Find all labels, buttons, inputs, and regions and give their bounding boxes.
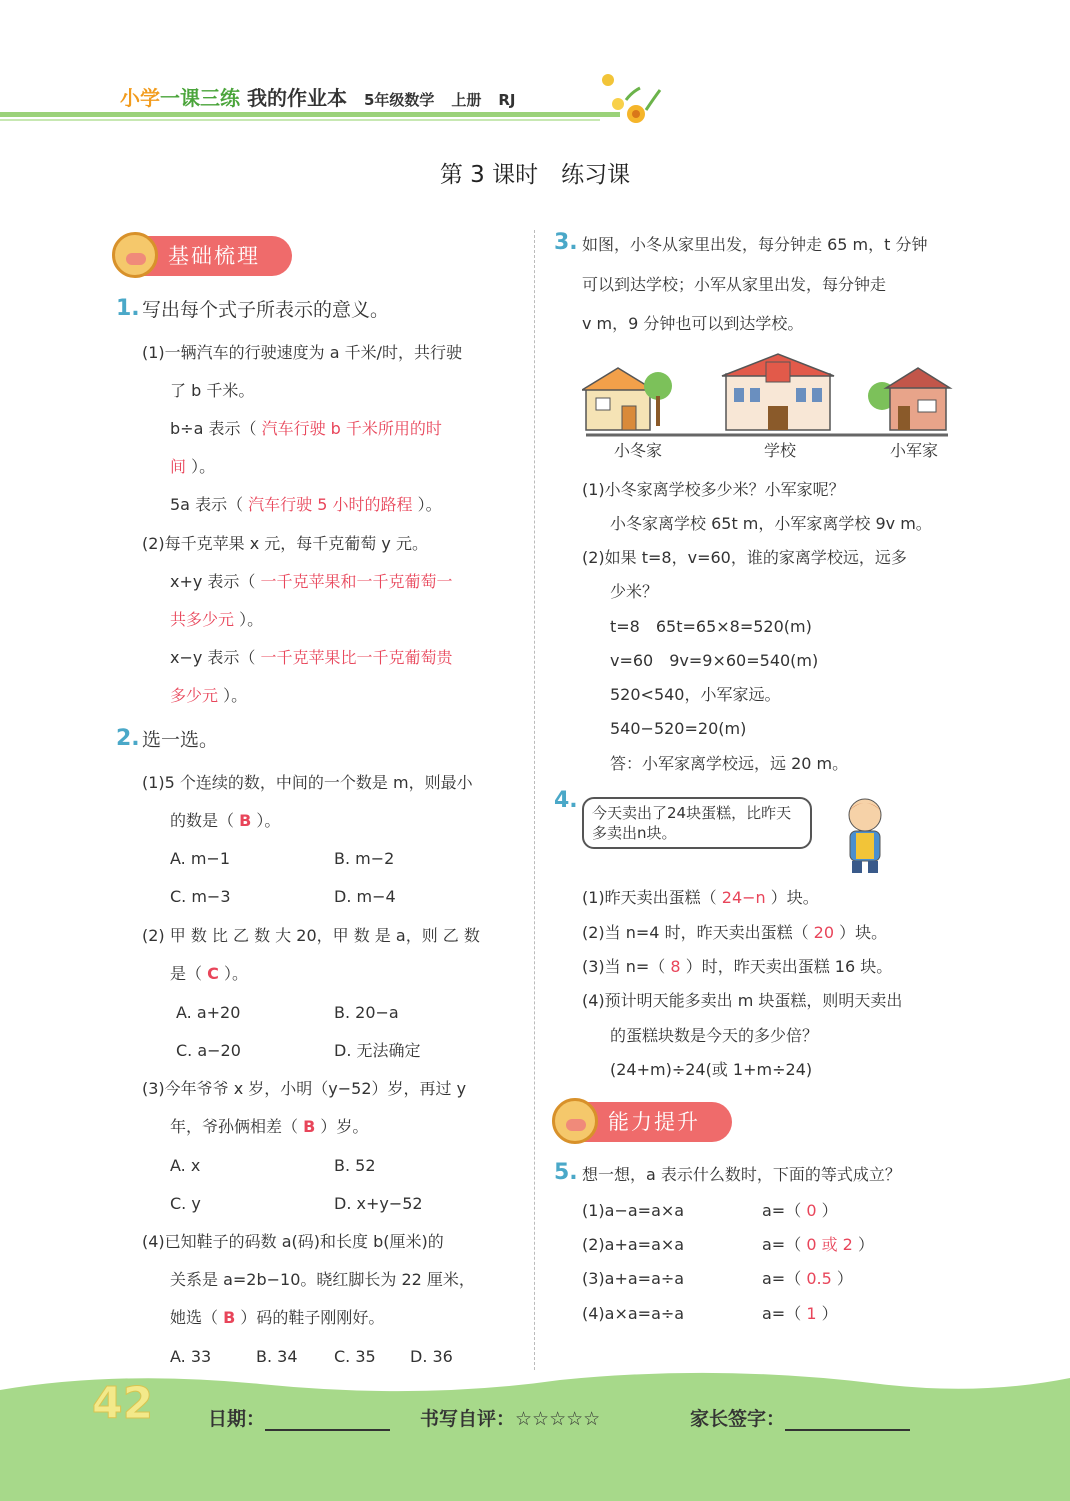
q4-s1-answer: 24−n bbox=[721, 888, 766, 907]
q2-s1-line2 bbox=[170, 811, 280, 830]
q2-s2-answer: C bbox=[207, 964, 219, 983]
q4-s4-line1: (4)预计明天能多卖出 m 块蛋糕，则明天卖出 bbox=[582, 991, 903, 1010]
q2-s3-opt-a: A. x bbox=[170, 1156, 201, 1175]
q2-s4-line3 bbox=[170, 1308, 384, 1327]
q1-p2-line1: (2)每千克苹果 x 元，每千克葡萄 y 元。 bbox=[142, 534, 428, 553]
q2-s2-opt-c: C. a−20 bbox=[176, 1041, 241, 1060]
q2-s3-line1: (3)今年爷爷 x 岁，小明（y−52）岁，再过 y bbox=[142, 1079, 467, 1098]
q2-s4-line2: 关系是 a=2b−10。晓红脚长为 22 厘米， bbox=[170, 1270, 475, 1289]
q2-s2-line1: (2) 甲 数 比 乙 数 大 20，甲 数 是 a，则 乙 数 bbox=[142, 926, 480, 945]
q1-p1-b-suffix: ）。 bbox=[417, 495, 442, 514]
pig-mascot-icon bbox=[552, 1098, 598, 1144]
q4-s2-prefix: (2)当 n=4 时，昨天卖出蛋糕（ bbox=[582, 923, 809, 942]
brand-part-c: 我的作业本 bbox=[246, 86, 347, 110]
q2-s4-opt-a: A. 33 bbox=[170, 1347, 212, 1366]
q1-p2-b bbox=[170, 648, 453, 667]
parent-signature-label: 家长签字： bbox=[690, 1408, 786, 1430]
flower-decoration-icon bbox=[596, 70, 666, 126]
star-rating-icon: ☆☆☆☆☆ bbox=[515, 1408, 601, 1430]
q1-p2-a-cont bbox=[170, 610, 263, 629]
edition-label: RJ bbox=[498, 91, 516, 109]
self-eval-label: 书写自评： bbox=[420, 1408, 516, 1430]
q2-s2-line2 bbox=[170, 964, 248, 983]
date-label: 日期： bbox=[208, 1408, 266, 1430]
q1-p2-b-suffix: ）。 bbox=[223, 686, 248, 705]
q1-p1-a bbox=[170, 419, 442, 438]
q5-row-4-answer-line bbox=[762, 1304, 838, 1323]
q2-s4-opt-d: D. 36 bbox=[410, 1347, 453, 1366]
q4-s4-answer: (24+m)÷24(或 1+m÷24) bbox=[610, 1060, 813, 1079]
q2-s4-opt-c: C. 35 bbox=[334, 1347, 376, 1366]
q1-p2-a-answer: 一千克苹果和一千克葡萄一 bbox=[260, 572, 453, 591]
q3-s1-answer: 小冬家离学校 65t m，小军家离学校 9v m。 bbox=[610, 514, 932, 533]
q1-p2-a-suffix: ）。 bbox=[239, 610, 264, 629]
grade-label: 5年级数学 bbox=[363, 91, 435, 109]
q2-title: 选一选。 bbox=[142, 729, 219, 751]
q4-s1-suffix: ）块。 bbox=[770, 888, 819, 907]
q1-p1-line2: 了 b 千米。 bbox=[170, 381, 255, 400]
parent-signature-field bbox=[690, 1404, 910, 1431]
q5-row-2-answer-line bbox=[762, 1235, 874, 1254]
page-number: 42 bbox=[92, 1378, 154, 1429]
q5-row-4-eq: (4)a×a=a÷a bbox=[582, 1304, 685, 1323]
q2-s4-suffix: ）码的鞋子刚刚好。 bbox=[240, 1308, 385, 1327]
q3-line1: 如图，小冬从家里出发，每分钟走 65 m，t 分钟 bbox=[582, 235, 928, 254]
brand-part-b: 一课三练 bbox=[160, 86, 240, 110]
q1-p1-b bbox=[170, 495, 442, 514]
q2-s3-opt-c: C. y bbox=[170, 1194, 201, 1213]
q1-number: 1. bbox=[116, 296, 140, 321]
q2-s1-suffix: ）。 bbox=[256, 811, 281, 830]
q2-s1-opt-c: C. m−3 bbox=[170, 887, 231, 906]
boy-character-icon bbox=[840, 795, 890, 873]
q5-row-4-prefix: a=（ bbox=[762, 1304, 802, 1323]
q5-row-3-prefix: a=（ bbox=[762, 1269, 802, 1288]
q2-s1-line1: (1)5 个连续的数，中间的一个数是 m，则最小 bbox=[142, 773, 473, 792]
q3-number: 3. bbox=[554, 230, 578, 255]
q5-row-4-suffix: ） bbox=[821, 1304, 838, 1323]
q5-row-1-prefix: a=（ bbox=[762, 1201, 802, 1220]
header-rule bbox=[0, 112, 620, 117]
q3-s2-answer-2: v=60 9v=9×60=540(m) bbox=[610, 651, 819, 670]
xiaodong-house-icon bbox=[582, 368, 672, 430]
label-school: 学校 bbox=[764, 441, 797, 460]
q5-row-1-eq: (1)a−a=a×a bbox=[582, 1201, 685, 1220]
q1-p2-b-cont bbox=[170, 686, 247, 705]
q2-s2-opt-d: D. 无法确定 bbox=[334, 1041, 421, 1060]
q5-row-2-answer: 0 或 2 bbox=[806, 1235, 853, 1254]
q3-s2-line2: 少米？ bbox=[610, 582, 659, 601]
date-blank bbox=[265, 1413, 390, 1431]
date-field bbox=[208, 1404, 390, 1431]
label-xiaojun-home: 小军家 bbox=[890, 441, 939, 460]
q5-row-1-answer: 0 bbox=[806, 1201, 817, 1220]
q5-title: 想一想，a 表示什么数时，下面的等式成立？ bbox=[582, 1165, 901, 1184]
q1-p1-a-prefix: b÷a 表示（ bbox=[170, 419, 257, 438]
q4-s2-answer: 20 bbox=[813, 923, 835, 942]
q1-p2-b-answer-cont: 多少元 bbox=[170, 686, 219, 705]
q5-row-2-suffix: ） bbox=[857, 1235, 874, 1254]
q1-title: 写出每个式子所表示的意义。 bbox=[142, 299, 390, 321]
q2-s4-answer: B bbox=[223, 1308, 236, 1327]
q5-row-1-answer-line bbox=[762, 1201, 838, 1220]
q3-s2-answer-5: 答：小军家离学校远，远 20 m。 bbox=[610, 754, 849, 773]
q2-s2-suffix: ）。 bbox=[223, 964, 248, 983]
q3-s2-answer-4: 540−520=20(m) bbox=[610, 719, 747, 738]
q2-s4-opt-b: B. 34 bbox=[256, 1347, 298, 1366]
q4-s1-prefix: (1)昨天卖出蛋糕（ bbox=[582, 888, 717, 907]
q1-p2-b-answer: 一千克苹果比一千克葡萄贵 bbox=[260, 648, 453, 667]
q4-s3-suffix: ）时，昨天卖出蛋糕 16 块。 bbox=[685, 957, 893, 976]
q1-p2-b-prefix: x−y 表示（ bbox=[170, 648, 256, 667]
q2-s2-opt-b: B. 20−a bbox=[334, 1003, 399, 1022]
q2-s3-opt-b: B. 52 bbox=[334, 1156, 376, 1175]
q2-s1-prefix: 的数是（ bbox=[170, 811, 235, 830]
q2-s2-prefix: 是（ bbox=[170, 964, 203, 983]
q5-row-1-suffix: ） bbox=[821, 1201, 838, 1220]
q2-s4-prefix: 她选（ bbox=[170, 1308, 219, 1327]
q1-p1-b-answer: 汽车行驶 5 小时的路程 bbox=[248, 495, 413, 514]
q2-s3-answer: B bbox=[303, 1117, 316, 1136]
section-title-ability: 能力提升 bbox=[608, 1110, 700, 1134]
q5-number: 5. bbox=[554, 1160, 578, 1185]
q5-row-3-eq: (3)a+a=a÷a bbox=[582, 1269, 685, 1288]
q5-row-3-answer-line bbox=[762, 1269, 853, 1288]
q2-s1-opt-b: B. m−2 bbox=[334, 849, 395, 868]
footer-background bbox=[0, 1370, 1070, 1501]
q4-number: 4. bbox=[554, 788, 578, 813]
q4-s2-suffix: ）块。 bbox=[839, 923, 888, 942]
q1-p2-a-answer-cont: 共多少元 bbox=[170, 610, 235, 629]
q2-s1-opt-a: A. m−1 bbox=[170, 849, 231, 868]
q4-s3 bbox=[582, 957, 892, 976]
q1-p2-a-prefix: x+y 表示（ bbox=[170, 572, 256, 591]
signature-blank bbox=[785, 1413, 910, 1431]
q3-s2-answer-3: 520<540，小军家远。 bbox=[610, 685, 781, 704]
header-brand bbox=[120, 82, 515, 111]
q2-s3-suffix: ）岁。 bbox=[320, 1117, 369, 1136]
speech-bubble: 今天卖出了24块蛋糕，比昨天多卖出n块。 bbox=[582, 797, 812, 849]
q2-s3-line2 bbox=[170, 1117, 368, 1136]
q3-s1: (1)小冬家离学校多少米？小军家呢？ bbox=[582, 480, 845, 499]
q5-row-2-eq: (2)a+a=a×a bbox=[582, 1235, 685, 1254]
q3-s2-line1: (2)如果 t=8，v=60，谁的家离学校远，远多 bbox=[582, 548, 907, 567]
q4-s2 bbox=[582, 923, 887, 942]
column-divider bbox=[534, 230, 535, 1370]
q2-s1-opt-d: D. m−4 bbox=[334, 887, 396, 906]
q4-s1 bbox=[582, 888, 819, 907]
q1-p1-a-answer-cont: 间 bbox=[170, 457, 187, 476]
q4-s3-answer: 8 bbox=[670, 957, 681, 976]
q5-row-2-prefix: a=（ bbox=[762, 1235, 802, 1254]
q5-row-3-suffix: ） bbox=[836, 1269, 853, 1288]
q2-s3-prefix: 年，爷孙俩相差（ bbox=[170, 1117, 299, 1136]
q2-number: 2. bbox=[116, 726, 140, 751]
q1-p1-a-answer: 汽车行驶 b 千米所用的时 bbox=[261, 419, 442, 438]
school-icon bbox=[722, 354, 834, 430]
q3-line2: 可以到达学校；小军从家里出发，每分钟走 bbox=[582, 275, 887, 294]
brand-part-a: 小学 bbox=[120, 86, 160, 110]
q5-row-3-answer: 0.5 bbox=[806, 1269, 832, 1288]
q2-s4-line1: (4)已知鞋子的码数 a(码)和长度 b(厘米)的 bbox=[142, 1232, 444, 1251]
lesson-title: 第 3 课时 练习课 bbox=[439, 162, 631, 188]
section-title-basic: 基础梳理 bbox=[168, 244, 260, 268]
q1-p1-a-cont bbox=[170, 457, 215, 476]
q1-p1-b-prefix: 5a 表示（ bbox=[170, 495, 244, 514]
label-xiaodong-home: 小冬家 bbox=[614, 441, 663, 460]
q4-s3-prefix: (3)当 n=（ bbox=[582, 957, 666, 976]
header-rule-thin bbox=[0, 119, 600, 121]
q5-row-4-answer: 1 bbox=[806, 1304, 817, 1323]
q4-s4-line2: 的蛋糕块数是今天的多少倍？ bbox=[610, 1026, 819, 1045]
q2-s3-opt-d: D. x+y−52 bbox=[334, 1194, 423, 1213]
volume-label: 上册 bbox=[451, 91, 482, 109]
q1-p2-a bbox=[170, 572, 453, 591]
pig-mascot-icon bbox=[112, 232, 158, 278]
xiaojun-house-icon bbox=[868, 368, 950, 430]
q1-p1-a-suffix: ）。 bbox=[191, 457, 216, 476]
q1-p1-line1: (1)一辆汽车的行驶速度为 a 千米/时，共行驶 bbox=[142, 343, 463, 362]
q3-s2-answer-1: t=8 65t=65×8=520(m) bbox=[610, 617, 812, 636]
q2-s1-answer: B bbox=[239, 811, 252, 830]
self-eval-field bbox=[420, 1404, 600, 1431]
q2-s2-opt-a: A. a+20 bbox=[176, 1003, 241, 1022]
q3-line3: v m，9 分钟也可以到达学校。 bbox=[582, 314, 804, 333]
